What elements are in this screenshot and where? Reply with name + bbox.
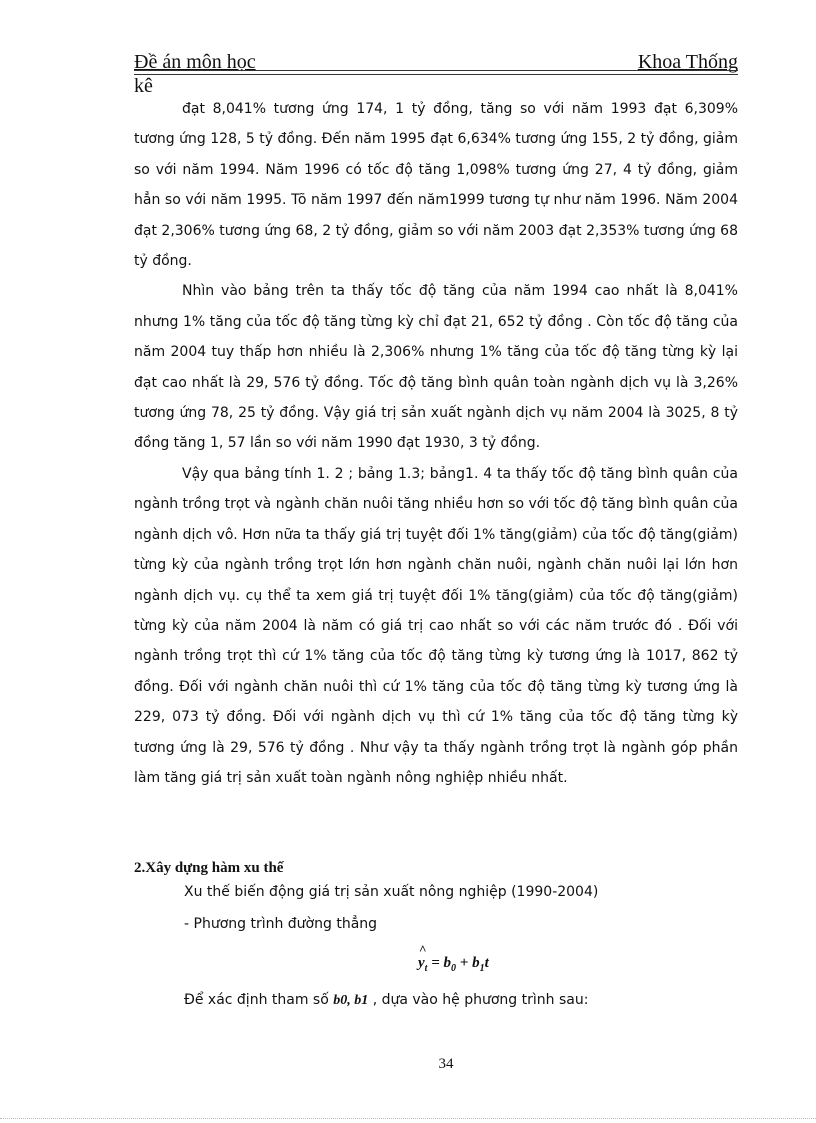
paragraph-2: Nhìn vào bảng trên ta thấy tốc độ tăng của năm 1994 cao nhất là 8,041% nhưng 1% tăng của tốc độ tăng từng kỳ chỉ đạt 21, 652 tỷ đồng . Còn tốc độ tăng của năm 2004 tuy thấp hơn nhiều là 2,306% nhưng 1% tăng của tốc độ tăng từng kỳ lại đạt cao nhất là 29, 576 tỷ đồng. Tốc độ tăng bình quân toàn ngành dịch vụ là 3,26% tương ứng 78, 25 tỷ đồng. Vậy giá trị sản xuất ngành dịch vụ năm 2004 là 3025, 8 tỷ đồng tăng 1, 57 lần so với năm 1990 đạt 1930, 3 tỷ đồng. [134,283,738,452]
paragraph-1: đạt 8,041% tương ứng 174, 1 tỷ đồng, tăng so với năm 1993 đạt 6,309% tương ứng 128, 5 tỷ đồng. Đến năm 1995 đạt 6,634% tương ứng 155, 2 tỷ đồng, giảm so với năm 1994. Năm 1996 có tốc độ tăng 1,098% tương ứng 27, 4 tỷ đồng, giảm hẳn so với năm 1995. Tõ năm 1997 đến năm1999 tương tự như năm 1996. Năm 2004 đạt 2,306% tương ứng 68, 2 tỷ đồng, giảm so với năm 2003 đạt 2,353% tương ứng 68 tỷ đồng. [134,101,738,270]
parameter-symbols: b0, b1 [333,993,369,1008]
footer-dotted-line [0,1118,816,1119]
parameter-instruction-suffix: , dựa vào hệ phương trình sau: [372,992,589,1008]
equation-type-label: - Phương trình đường thẳng [184,916,378,932]
body-text [134,94,738,793]
formula-plus: + [456,955,473,971]
header-faculty-title: Khoa Thống [637,51,738,73]
page-number: 34 [438,1056,454,1072]
header-course-title: Đề án môn học [134,51,256,73]
formula-y-hat: ^ $y_t$ [418,955,427,974]
formula-b1t: $b_1t$ [472,955,489,974]
formula-equals: = [427,955,444,971]
formula-b0: $b_0$ [443,955,457,974]
linear-trend-formula [418,955,489,974]
header-double-rule [134,70,738,75]
parameter-instruction [184,992,588,1009]
section-title: 2.Xây dựng hàm xu thế [134,860,284,876]
trend-description: Xu thế biến động giá trị sản xuất nông nghiệp (1990-2004) [184,884,599,900]
parameter-instruction-prefix: Để xác định tham số [184,992,329,1008]
header-faculty-title-continued: kê [134,75,153,97]
paragraph-3: Vậy qua bảng tính 1. 2 ; bảng 1.3; bảng1. 4 ta thấy tốc độ tăng bình quân của ngành trồng trọt và ngành chăn nuôi tăng nhiều hơn so với tốc độ tăng bình quân của ngành dịch vô. Hơn nữa ta thấy giá trị tuyệt đối 1% tăng(giảm) của tốc độ tăng(giảm) từng kỳ của ngành trồng trọt lớn hơn ngành chăn nuôi, ngành chăn nuôi lại lớn hơn ngành dịch vụ. cụ thể ta xem giá trị tuyệt đối 1% tăng(giảm) của tốc độ tăng(giảm) từng kỳ của năm 2004 là năm có giá trị cao nhất so với các năm trước đó . Đối với ngành trồng trọt thì cứ 1% tăng của tốc độ tăng từng kỳ tương ứng là 1017, 862 tỷ đồng. Đối với ngành chăn nuôi thì cứ 1% tăng của tốc độ tăng từng kỳ tương ứng là 229, 073 tỷ đồng. Đối với ngành dịch vụ thì cứ 1% tăng của tốc độ tăng từng kỳ tương ứng là 29, 576 tỷ đồng . Như vậy ta thấy ngành trồng trọt là ngành góp phần làm tăng giá trị sản xuất toàn ngành nông nghiệp nhiều nhất. [134,465,738,786]
